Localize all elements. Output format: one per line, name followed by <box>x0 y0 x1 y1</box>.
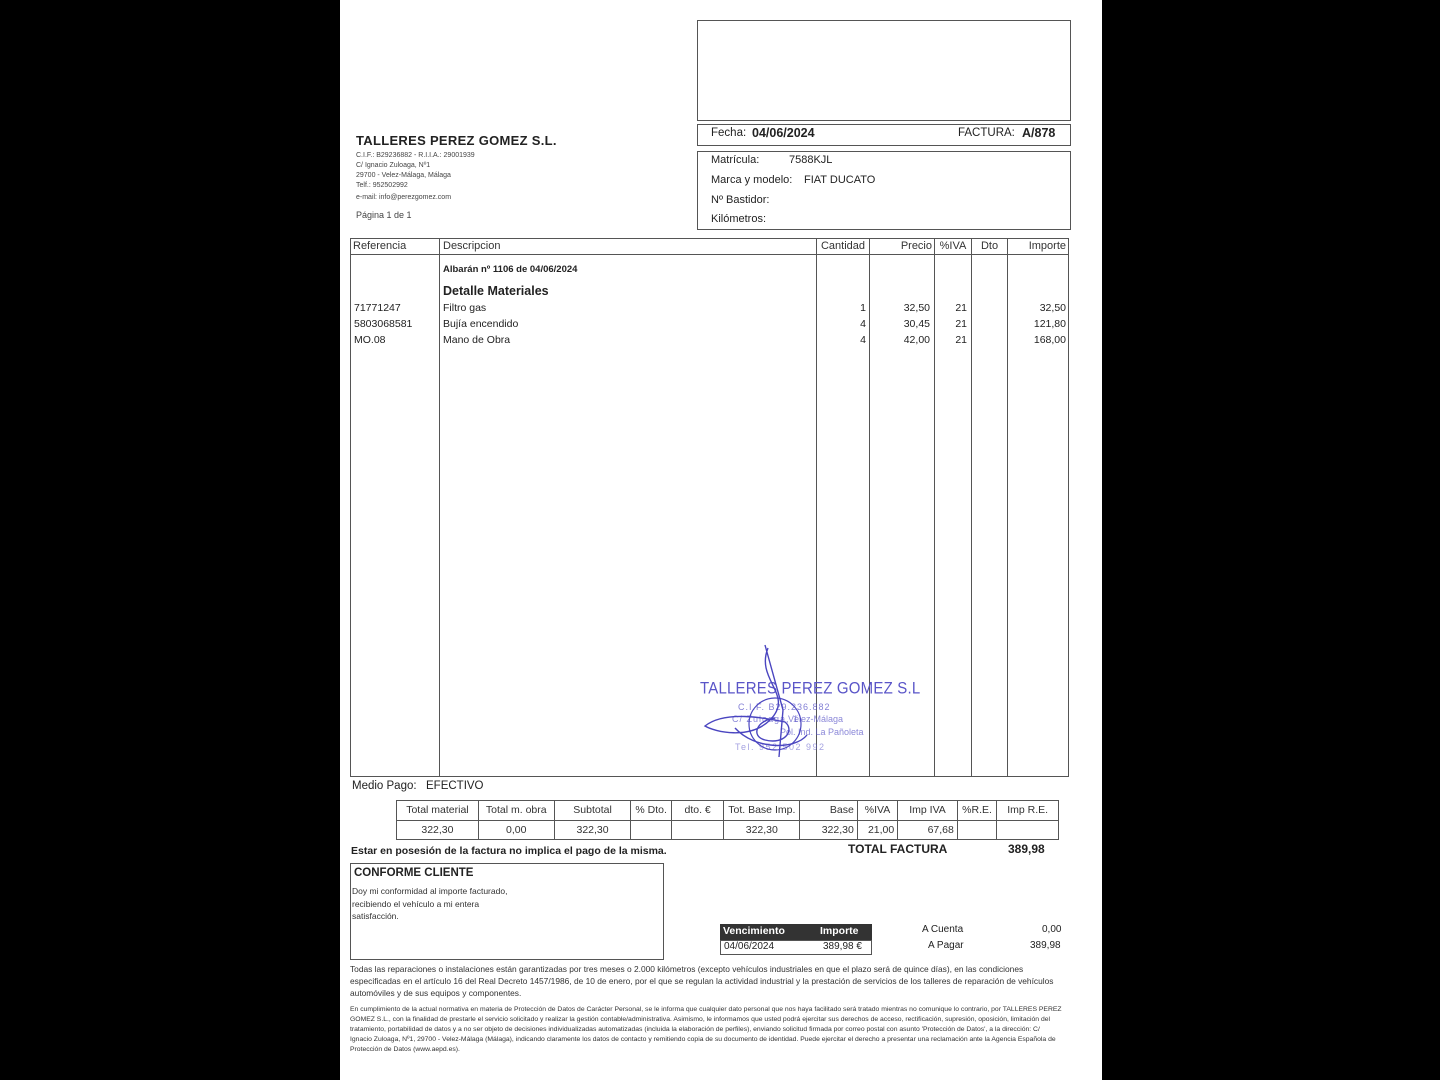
company-stamp-line: C.I.F. B29.236.882 <box>738 702 831 712</box>
totals-header: %IVA <box>857 801 897 821</box>
table-row-ref: 5803068581 <box>354 318 413 330</box>
items-table-header-rule <box>350 254 1069 255</box>
table-row-qty: 4 <box>860 318 866 330</box>
totals-value <box>671 820 724 840</box>
col-header-dto: Dto <box>980 240 999 252</box>
col-header-cantidad: Cantidad <box>820 240 866 252</box>
totals-header: % Dto. <box>631 801 671 821</box>
table-row-desc: Mano de Obra <box>443 334 511 346</box>
company-stamp-name: TALLERES PEREZ GOMEZ S.L <box>700 679 921 698</box>
bastidor-label: Nº Bastidor: <box>711 194 770 206</box>
conforme-cliente-text: Doy mi conformidad al importe facturado, recibiendo el vehículo a mi entera satisfacción. <box>352 886 508 921</box>
invoice-page <box>340 0 1102 1080</box>
table-row-importe: 121,80 <box>1033 318 1066 330</box>
total-factura-label: TOTAL FACTURA <box>848 842 948 856</box>
totals-value <box>997 820 1059 840</box>
vencimiento-date: 04/06/2024 <box>724 941 775 952</box>
totals-value: 322,30 <box>397 820 479 840</box>
totals-header: Tot. Base Imp. <box>724 801 800 821</box>
col-header-descripcion: Descripcion <box>443 240 501 252</box>
company-stamp-line: Vélez-Málaga <box>788 714 844 724</box>
table-row-iva: 21 <box>955 334 967 346</box>
totals-value: 0,00 <box>478 820 554 840</box>
km-label: Kilómetros: <box>711 213 767 225</box>
company-address: C/ Ignacio Zuloaga, Nº1 <box>356 162 431 169</box>
section-title: Detalle Materiales <box>443 284 549 298</box>
company-city: 29700 - Velez-Málaga, Málaga <box>356 172 451 179</box>
col-header-referencia: Referencia <box>353 240 407 252</box>
payment-method-label: Medio Pago: <box>352 780 417 792</box>
table-row-price: 32,50 <box>903 302 930 314</box>
totals-table <box>396 800 1059 840</box>
marca-label: Marca y modelo: <box>711 174 793 186</box>
col-header-iva: %IVA <box>939 240 967 252</box>
totals-value: 322,30 <box>724 820 800 840</box>
col-divider <box>971 238 972 777</box>
totals-value: 21,00 <box>857 820 897 840</box>
signature-scribble <box>695 640 815 765</box>
totals-header: Subtotal <box>554 801 631 821</box>
table-row-ref: MO.08 <box>354 334 386 346</box>
totals-header: Imp R.E. <box>997 801 1059 821</box>
table-row-iva: 21 <box>955 302 967 314</box>
fecha-value: 04/06/2024 <box>752 126 815 140</box>
table-row-desc: Bujía encendido <box>443 318 519 330</box>
company-email: e-mail: info@perezgomez.com <box>356 194 452 201</box>
a-cuenta-value: 0,00 <box>1042 924 1062 935</box>
data-protection-text: En cumplimiento de la actual normativa en materia de Protección de Datos de Carácter Personal, se le informa que cualquier dato personal que nos haya facilitado será tratado mientras no comunique lo contrario, por TALLERES PEREZ GOMEZ S.L., con la finalidad de prestarle el servicio solicitado y realizar la gestión contable/administrativa. Asimismo, le informamos que usted podrá ejercitar sus derechos de acceso, rectificación, supresión, oposición, limitación del tratamiento, portabilidad de datos y a no ser objeto de decisiones individualizadas automatizadas (incluida la elaboración de perfiles), enviando solicitud firmada por correo postal con asunto 'Protección de Datos', a la dirección: C/ Ignacio Zuloaga, Nº1, 29700 - Velez-Málaga (Málaga), indicando claramente los datos de contacto y remitiendo copia de su documento de identidad. Puede ejercitar el derecho a presentar una reclamación ante la Agencia Española de Protección de Datos (www.aepd.es). <box>350 1006 1062 1053</box>
table-row-qty: 4 <box>860 334 866 346</box>
matricula-label: Matrícula: <box>711 154 760 166</box>
table-row-importe: 168,00 <box>1033 334 1066 346</box>
company-phone: Telf.: 952502992 <box>356 182 408 189</box>
table-row-importe: 32,50 <box>1039 302 1066 314</box>
totals-value: 322,30 <box>800 820 858 840</box>
table-row-desc: Filtro gas <box>443 302 487 314</box>
a-pagar-label: A Pagar <box>928 940 964 951</box>
conforme-cliente-title: CONFORME CLIENTE <box>354 867 474 879</box>
totals-header: Total material <box>397 801 479 821</box>
table-row-price: 30,45 <box>903 318 930 330</box>
table-row-iva: 21 <box>955 318 967 330</box>
vencimiento-amount: 389,98 € <box>823 941 862 952</box>
totals-header: Base <box>800 801 858 821</box>
a-cuenta-label: A Cuenta <box>922 924 964 935</box>
company-stamp-line: Tel. 952 502 992 <box>735 742 826 752</box>
col-header-importe: Importe <box>1028 240 1066 252</box>
table-row-qty: 1 <box>860 302 866 314</box>
factura-label: FACTURA: <box>958 127 1015 139</box>
client-address-box <box>697 20 1071 121</box>
totals-header: Total m. obra <box>478 801 554 821</box>
totals-value <box>631 820 671 840</box>
matricula-value: 7588KJL <box>789 154 833 166</box>
table-row-price: 42,00 <box>903 334 930 346</box>
vencimiento-date-header: Vencimiento <box>723 925 785 937</box>
payment-notice: Estar en posesión de la factura no implica el pago de la misma. <box>351 845 667 857</box>
company-stamp-line: Pol. Ind. La Pañoleta <box>780 727 864 737</box>
marca-value: FIAT DUCATO <box>804 174 876 186</box>
col-divider <box>439 238 440 777</box>
total-factura-value: 389,98 <box>1008 842 1045 856</box>
payment-method-value: EFECTIVO <box>426 780 484 792</box>
totals-header: dto. € <box>671 801 724 821</box>
vencimiento-amount-header: Importe <box>820 925 859 937</box>
company-cif: C.I.F.: B29236882 - R.I.I.A.: 29001939 <box>356 152 475 159</box>
company-name: TALLERES PEREZ GOMEZ S.L. <box>356 133 557 148</box>
page-number: Página 1 de 1 <box>356 210 412 220</box>
col-divider <box>934 238 935 777</box>
totals-value <box>957 820 996 840</box>
totals-value: 322,30 <box>554 820 631 840</box>
company-stamp-line: C/ Zuloaga, 1 <box>732 714 800 724</box>
fecha-label: Fecha: <box>711 127 747 139</box>
totals-header: %R.E. <box>957 801 996 821</box>
a-pagar-value: 389,98 <box>1030 940 1061 951</box>
table-row-ref: 71771247 <box>354 302 401 314</box>
col-divider <box>1007 238 1008 777</box>
warranty-text: Todas las reparaciones o instalaciones están garantizadas por tres meses o 2.000 kilómetros (excepto vehículos industriales en que el plazo será de quince días), en las condiciones especificadas en el artículo 16 del Real Decreto 1457/1986, de 10 de enero, por el que se regulan la actividad industrial y la prestación de servicios de los talleres de reparación de vehículos automóviles y de sus equipos y componentes. <box>350 964 1054 998</box>
factura-number: A/878 <box>1022 126 1056 140</box>
totals-header: Imp IVA <box>898 801 958 821</box>
albaran-line: Albarán nº 1106 de 04/06/2024 <box>443 264 578 275</box>
col-header-precio: Precio <box>900 240 932 252</box>
totals-value: 67,68 <box>898 820 958 840</box>
